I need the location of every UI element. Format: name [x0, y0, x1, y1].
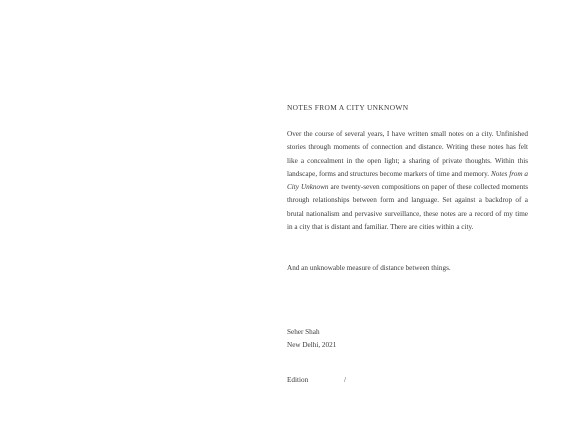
edition-label: Edition — [287, 376, 309, 384]
place-date: New Delhi, 2021 — [287, 341, 337, 349]
closing-line: And an unknowable measure of distance between things. — [287, 264, 451, 272]
edition-separator: / — [344, 376, 346, 384]
author-name: Seher Shah — [287, 328, 320, 336]
body-paragraph — [287, 128, 528, 234]
italic-work-title: Notes from a City Unknown — [287, 169, 529, 192]
paragraph-text-end: are twenty-seven compositions on paper of these collected moments through relationships between form and language. Set against a backdrop of a brutal nationalism and pervasive surveillance, these notes are a record of my time in a city that is distant and familiar. There are cities within a city. — [287, 183, 528, 232]
document-title: NOTES FROM A CITY UNKNOWN — [287, 103, 409, 112]
paragraph-text-start: Over the course of several years, I have written small notes on a city. Unfinished stories through moments of connection and distance. Writing these notes has felt like a concealment in the open light; a sharing of private thoughts. Within this landscape, forms and structures become markers of time and memory. — [287, 130, 528, 178]
